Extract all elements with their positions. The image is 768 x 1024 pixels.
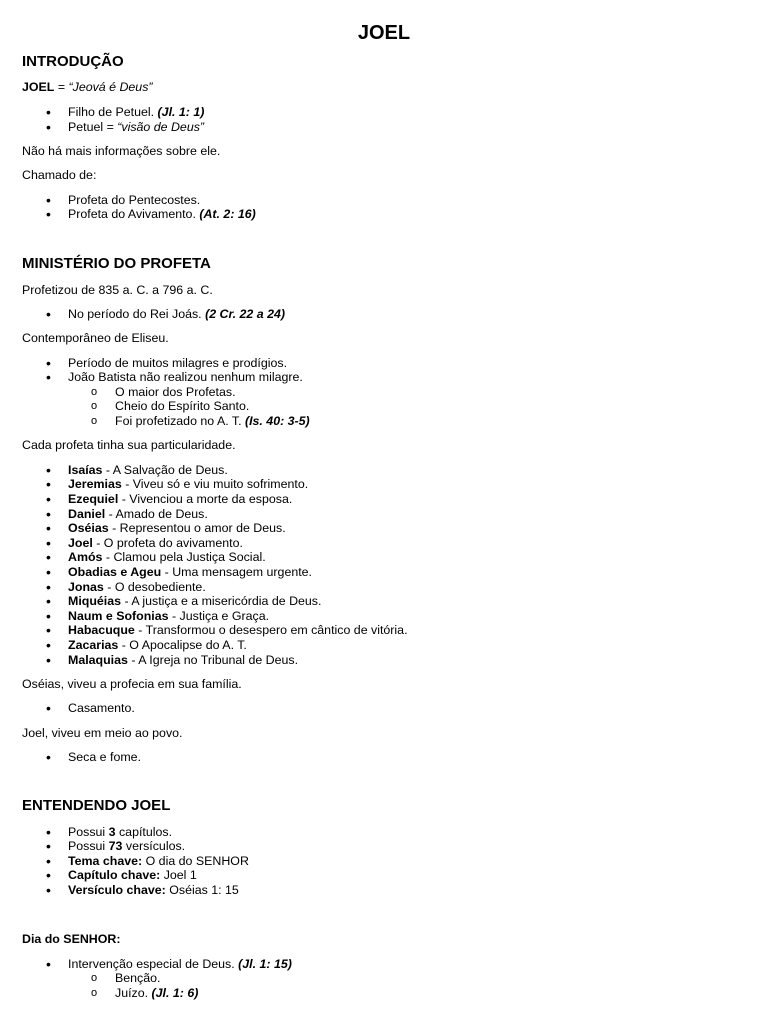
sub-list-item: o Foi profetizado no A. T. (Is. 40: 3-5) bbox=[115, 414, 310, 429]
list-item: • Versículo chave: Oséias 1: 15 bbox=[68, 883, 239, 898]
paragraph: Chamado de: bbox=[22, 168, 97, 182]
section-heading-intro: INTRODUÇÃO bbox=[22, 53, 124, 70]
prophet-list-item: • Malaquias - A Igreja no Tribunal de Deus. bbox=[68, 653, 298, 668]
list-item: • Intervenção especial de Deus. (Jl. 1: 15) bbox=[68, 957, 292, 972]
list-item: • Possui 73 versículos. bbox=[68, 839, 185, 854]
paragraph: Cada profeta tinha sua particularidade. bbox=[22, 438, 236, 452]
list-item: • No período do Rei Joás. (2 Cr. 22 a 24) bbox=[68, 307, 285, 322]
paragraph: Profetizou de 835 a. C. a 796 a. C. bbox=[22, 283, 213, 297]
prophet-list-item: • Isaías - A Salvação de Deus. bbox=[68, 463, 228, 478]
list-item: • Tema chave: O dia do SENHOR bbox=[68, 854, 249, 869]
subheading-day-of-lord: Dia do SENHOR: bbox=[22, 932, 121, 946]
list-item: • Casamento. bbox=[68, 701, 135, 716]
paragraph: Não há mais informações sobre ele. bbox=[22, 144, 221, 158]
list-item: • Petuel = “visão de Deus” bbox=[68, 120, 204, 135]
list-item: • Filho de Petuel. (Jl. 1: 1) bbox=[68, 105, 204, 120]
prophet-list-item: • Zacarias - O Apocalipse do A. T. bbox=[68, 638, 247, 653]
prophet-list-item: • Joel - O profeta do avivamento. bbox=[68, 536, 243, 551]
sub-list-item: o Juízo. (Jl. 1: 6) bbox=[115, 986, 198, 1001]
list-item: • Profeta do Avivamento. (At. 2: 16) bbox=[68, 207, 256, 222]
paragraph: Oséias, viveu a profecia em sua família. bbox=[22, 677, 242, 691]
prophet-list-item: • Miquéias - A justiça e a misericórdia de Deus. bbox=[68, 594, 321, 609]
list-item: • Capítulo chave: Joel 1 bbox=[68, 868, 197, 883]
prophet-list-item: • Obadias e Ageu - Uma mensagem urgente. bbox=[68, 565, 312, 580]
list-item: • Período de muitos milagres e prodígios. bbox=[68, 356, 287, 371]
sub-list-item: o Cheio do Espírito Santo. bbox=[115, 399, 249, 414]
sub-list-item: o O maior dos Profetas. bbox=[115, 385, 236, 400]
prophet-list-item: • Jeremias - Viveu só e viu muito sofrimento. bbox=[68, 477, 308, 492]
prophet-list-item: • Oséias - Representou o amor de Deus. bbox=[68, 521, 286, 536]
list-item: • Possui 3 capítulos. bbox=[68, 825, 172, 840]
list-item: • Seca e fome. bbox=[68, 750, 141, 765]
paragraph: Contemporâneo de Eliseu. bbox=[22, 331, 169, 345]
prophet-list-item: • Amós - Clamou pela Justiça Social. bbox=[68, 550, 266, 565]
prophet-list-item: • Ezequiel - Vivenciou a morte da esposa. bbox=[68, 492, 292, 507]
prophet-list-item: • Habacuque - Transformou o desespero em cântico de vitória. bbox=[68, 623, 408, 638]
joel-meaning-line: JOEL = “Jeová é Deus” bbox=[22, 80, 153, 94]
list-item: • Profeta do Pentecostes. bbox=[68, 193, 200, 208]
list-item: • João Batista não realizou nenhum milagre. bbox=[68, 370, 303, 385]
sub-list-item: o Benção. bbox=[115, 971, 160, 986]
prophet-list-item: • Daniel - Amado de Deus. bbox=[68, 507, 208, 522]
page-title: JOEL bbox=[357, 22, 411, 44]
section-heading-understanding: ENTENDENDO JOEL bbox=[22, 797, 171, 814]
paragraph: Joel, viveu em meio ao povo. bbox=[22, 726, 183, 740]
section-heading-ministry: MINISTÉRIO DO PROFETA bbox=[22, 255, 211, 272]
prophet-list-item: • Naum e Sofonias - Justiça e Graça. bbox=[68, 609, 269, 624]
prophet-list-item: • Jonas - O desobediente. bbox=[68, 580, 206, 595]
